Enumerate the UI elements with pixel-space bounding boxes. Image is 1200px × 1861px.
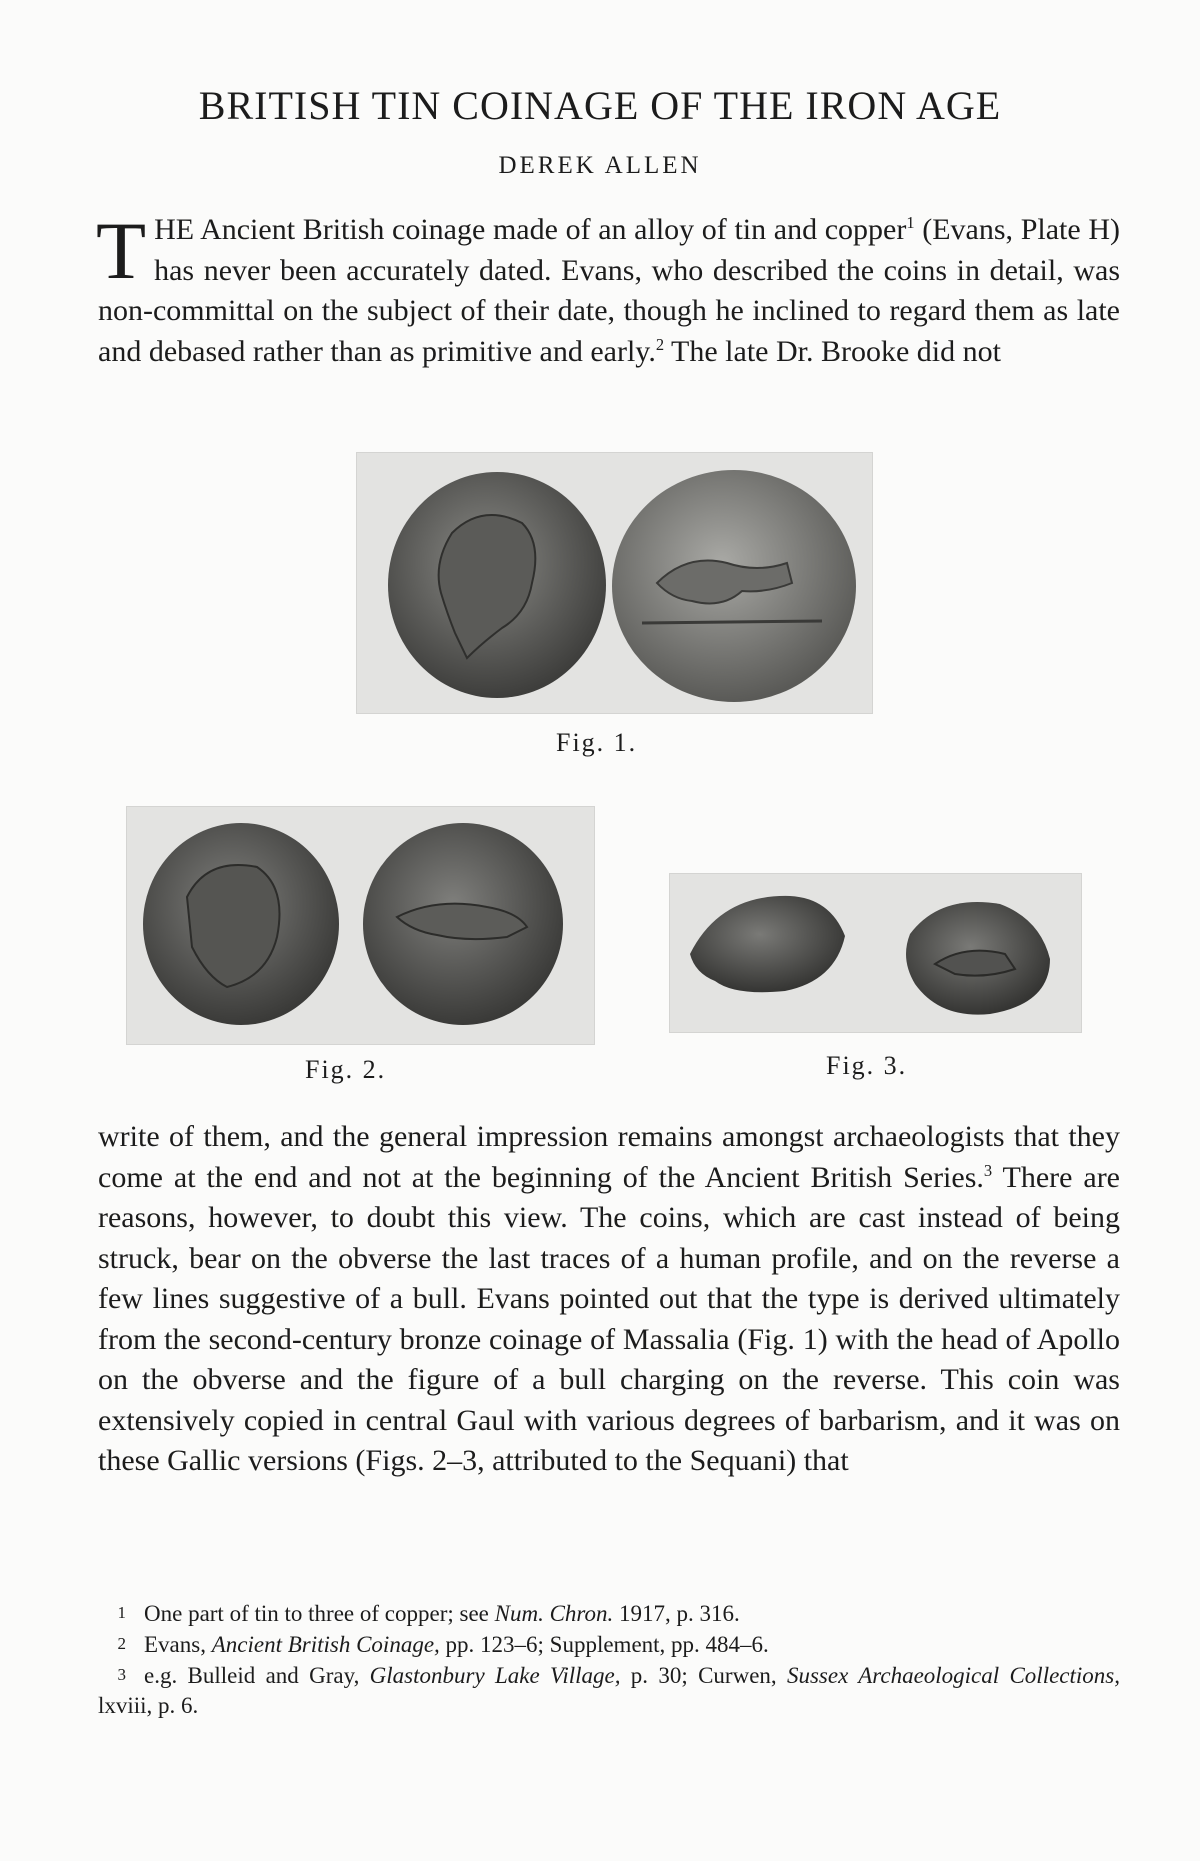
figure-3-caption: Fig. 3. [826, 1051, 908, 1080]
exergue-line [642, 621, 822, 623]
drop-cap: T [96, 205, 147, 296]
footnotes [98, 1598, 1120, 1721]
footnote-text: Evans, [144, 1632, 212, 1657]
footnote-italic: Glastonbury Lake Village, [369, 1663, 621, 1688]
footnote-number: 1 [117, 1603, 126, 1622]
figure-3-coins [670, 874, 1081, 1032]
footnote-text: One part of tin to three of copper; see [144, 1601, 495, 1626]
footnote-text: pp. 123–6; Supplement, pp. 484–6. [439, 1632, 769, 1657]
article-title: BRITISH TIN COINAGE OF THE IRON AGE [198, 83, 1002, 128]
footnote-text: lxviii, p. 6. [98, 1693, 199, 1718]
figure-3-obverse [690, 896, 845, 992]
footnote-2 [98, 1629, 1120, 1660]
paragraph-1-text-c: The late Dr. Brooke did not [664, 334, 1001, 368]
paragraph-1-text-a: HE Ancient British coinage made of an alloy of tin and copper [154, 213, 907, 246]
footnote-number: 2 [117, 1634, 126, 1653]
footnote-ref-3[interactable]: 3 [983, 1160, 993, 1180]
figure-1-coins [357, 453, 872, 713]
footnote-number: 3 [117, 1665, 126, 1684]
footnote-italic: Ancient British Coinage, [211, 1632, 440, 1657]
paragraph-2 [98, 1117, 1120, 1482]
footnote-3 [98, 1660, 1120, 1721]
footnote-italic: Sussex Archaeological Collections, [786, 1663, 1120, 1688]
paragraph-2-text-a: write of them, and the general impression remains amongst archaeologists that they come at the end and not at the beginning of the Ancient British Series. [98, 1120, 1120, 1194]
paragraph-2-text-b: There are reasons, however, to doubt this view. The coins, which are cast instead of being struck, bear on the obverse the last traces of a human profile, and on the reverse a few lines suggestive of a bull. Evans pointed out that the type is derived ultimately from the second-century bronze coinage of Massalia (Fig. 1) with the head of Apollo on the obverse and the figure of a bull charging on the reverse. This coin was extensively copied in central Gaul with various degrees of barbarism, and it was on these Gallic versions (Figs. 2–3, attributed to the Sequani) that [98, 1160, 1120, 1477]
article-author: DEREK ALLEN [498, 152, 702, 179]
figure-1-image [356, 452, 873, 714]
footnote-text: e.g. Bulleid and Gray, [144, 1663, 370, 1688]
figure-2-caption: Fig. 2. [305, 1055, 387, 1084]
figure-2-image [126, 806, 595, 1045]
footnote-ref-2[interactable]: 2 [655, 334, 665, 354]
paragraph-1 [96, 205, 1120, 372]
footnote-ref-1[interactable]: 1 [906, 213, 915, 232]
figure-2-coins [127, 807, 594, 1044]
footnote-text: 1917, p. 316. [613, 1601, 740, 1626]
footnote-1 [98, 1598, 1120, 1629]
footnote-text: p. 30; Curwen, [620, 1663, 787, 1688]
paragraph-1-text-b: (Evans, Plate H) has never been accurately dated. Evans, who described the coins in detail, was non-committal on the subject of their date, though he inclined to regard them as late and debased rather than as primitive and early. [98, 213, 1120, 368]
figure-1-caption: Fig. 1. [556, 728, 638, 757]
figure-3-image [669, 873, 1082, 1033]
footnote-italic: Num. Chron. [494, 1601, 614, 1626]
